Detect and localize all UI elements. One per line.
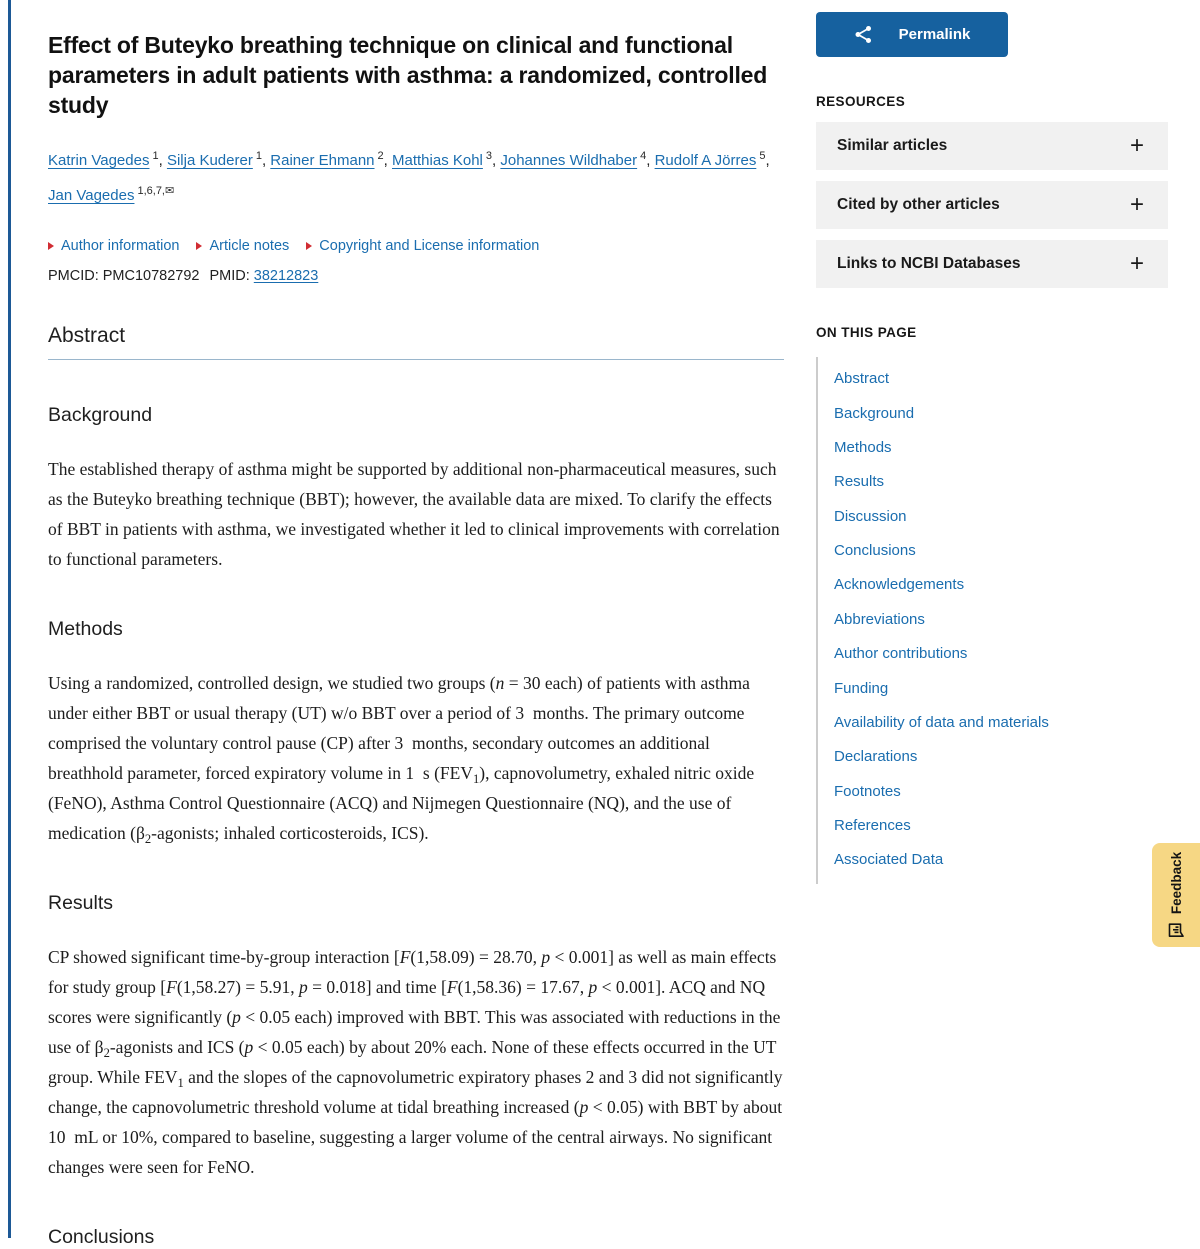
pmid-link[interactable]: 38212823 bbox=[253, 268, 319, 284]
nav-item-background[interactable]: Background bbox=[834, 404, 915, 422]
author bbox=[48, 152, 167, 169]
article-meta-links bbox=[48, 238, 784, 254]
accordion-ncbi-links[interactable]: Links to NCBI Databases + bbox=[816, 240, 1168, 288]
methods-heading: Methods bbox=[48, 618, 123, 640]
nav-item-methods[interactable]: Methods bbox=[834, 438, 892, 456]
author-affiliation-sup: 5 bbox=[759, 150, 766, 162]
author-list bbox=[48, 141, 784, 211]
author-separator: , bbox=[492, 152, 501, 169]
nav-item-availability[interactable]: Availability of data and materials bbox=[834, 713, 1049, 731]
background-paragraph: The established therapy of asthma might be supported by additional non-pharmaceutical measures, such as the Buteyko breathing technique (BBT); however, the available data are mixed. To clarify the effects of BBT in patients with asthma, we investigated whether it led to clinical improvements with correlation to functional parameters. bbox=[48, 459, 780, 569]
resources-heading: RESOURCES bbox=[816, 94, 906, 109]
methods-paragraph: Using a randomized, controlled design, we studied two groups (n = 30 each) of patients with asthma under either BBT or usual therapy (UT) w/o BBT over a period of 3 months. The primary outcome comprised the voluntary control pause (CP) after 3 months, secondary outcomes an additional breathhold parameter, forced expiratory volume in 1 s $(FEV_1)$, capnovolumetry, exhaled nitric oxide (FeNO), Asthma Control Questionnaire (ACQ) and Nijmegen Questionnaire (NQ), and the use of medication ($\beta_2$-agonists; inhaled corticosteroids, ICS). bbox=[48, 673, 755, 846]
author-information-link[interactable]: Author information bbox=[48, 238, 179, 254]
nav-item-associated-data[interactable]: Associated Data bbox=[834, 851, 944, 869]
on-this-page-nav bbox=[816, 357, 1168, 884]
nav-item-references[interactable]: References bbox=[834, 817, 911, 835]
author bbox=[655, 152, 770, 169]
copyright-license-link[interactable]: Copyright and License information bbox=[306, 238, 539, 254]
nav-item-footnotes[interactable]: Footnotes bbox=[834, 782, 901, 800]
author bbox=[167, 152, 270, 169]
author bbox=[500, 152, 654, 169]
feedback-survey-icon bbox=[1168, 922, 1184, 938]
author bbox=[48, 187, 174, 204]
feedback-button[interactable] bbox=[1152, 843, 1200, 947]
article-notes-link[interactable]: Article notes bbox=[196, 238, 289, 254]
right-sidebar bbox=[816, 0, 1168, 884]
permalink-button[interactable] bbox=[816, 12, 1008, 57]
plus-icon: + bbox=[1129, 132, 1144, 159]
nav-item-results[interactable]: Results bbox=[834, 473, 885, 491]
share-icon bbox=[854, 25, 873, 44]
nav-item-discussion[interactable]: Discussion bbox=[834, 507, 907, 525]
author-affiliation-sup: 3 bbox=[485, 150, 493, 162]
author-affiliation-sup: 1 bbox=[255, 150, 262, 162]
author-link[interactable]: Jan Vagedes bbox=[48, 187, 135, 204]
article-identifiers bbox=[48, 268, 784, 284]
author-link[interactable]: Silja Kuderer bbox=[166, 152, 253, 169]
nav-item-conclusions[interactable]: Conclusions bbox=[834, 542, 916, 560]
author-link[interactable]: Johannes Wildhaber bbox=[500, 152, 638, 169]
background-heading: Background bbox=[48, 404, 153, 426]
author bbox=[270, 152, 392, 169]
nav-item-author-contributions[interactable]: Author contributions bbox=[834, 645, 968, 663]
author-separator: , bbox=[158, 152, 167, 169]
author-separator: , bbox=[261, 152, 271, 169]
permalink-label: Permalink bbox=[898, 26, 971, 43]
plus-icon: + bbox=[1129, 250, 1144, 277]
author bbox=[392, 152, 500, 169]
author-link[interactable]: Matthias Kohl bbox=[392, 152, 483, 169]
article-main-column bbox=[48, 0, 784, 1249]
feedback-label: Feedback bbox=[1168, 851, 1184, 915]
accordion-similar-articles[interactable]: Similar articles + bbox=[816, 122, 1168, 170]
pmcid-label: PMCID: bbox=[48, 268, 99, 284]
pmid-label: PMID: bbox=[209, 268, 250, 284]
nav-item-declarations[interactable]: Declarations bbox=[834, 748, 918, 766]
results-paragraph: CP showed significant time-by-group interaction [F(1,58.09) = 28.70, p < 0.001] as well as main effects for study group [F(1,58.27) = 5.91, p = 0.018] and time [F(1,58.36) = 17.67, p < 0.001]. ACQ and NQ scores were significantly (p < 0.05 each) improved with BBT. This was associated with reductions in the use of $\beta_2$-agonists and ICS (p < 0.05 each) by about 20% each. None of these effects occurred in the UT group. While $FEV_1$ and the slopes of the capnovolumetric expiratory phases 2 and 3 did not significantly change, the capnovolumetric threshold volume at tidal breathing increased (p < 0.05) with BBT by about 10 mL or 10%, compared to baseline, suggesting a larger volume of the central airways. No significant changes were seen for FeNO. bbox=[48, 947, 783, 1177]
author-separator: , bbox=[765, 152, 770, 169]
nav-item-abstract[interactable]: Abstract bbox=[834, 370, 890, 388]
author-link[interactable]: Rudolf A Jörres bbox=[654, 152, 757, 169]
author-link[interactable]: Rainer Ehmann bbox=[270, 152, 375, 169]
disclosure-triangle-icon bbox=[196, 242, 202, 250]
on-this-page-heading: ON THIS PAGE bbox=[816, 325, 917, 340]
author-affiliation-sup: 2 bbox=[377, 150, 384, 162]
author-affiliation-sup: 4 bbox=[640, 150, 647, 162]
page-left-accent-bar bbox=[8, 0, 11, 1238]
nav-item-funding[interactable]: Funding bbox=[834, 679, 889, 697]
resources-accordions bbox=[816, 122, 1168, 288]
nav-item-abbreviations[interactable]: Abbreviations bbox=[834, 610, 925, 628]
author-separator: , bbox=[383, 152, 392, 169]
article-title: Effect of Buteyko breathing technique on clinical and functional parameters in adult patients with asthma: a randomized, controlled study bbox=[48, 32, 768, 118]
disclosure-triangle-icon bbox=[48, 242, 54, 250]
author-link[interactable]: Katrin Vagedes bbox=[48, 152, 150, 169]
author-affiliation-sup: 1 bbox=[152, 150, 159, 162]
conclusions-heading: Conclusions bbox=[48, 1226, 155, 1248]
author-affiliation-sup: 1,6,7,✉ bbox=[137, 185, 175, 197]
accordion-cited-by[interactable]: Cited by other articles + bbox=[816, 181, 1168, 229]
disclosure-triangle-icon bbox=[306, 242, 312, 250]
plus-icon: + bbox=[1129, 191, 1144, 218]
results-heading: Results bbox=[48, 892, 114, 914]
pmcid-value: PMC10782792 bbox=[102, 268, 200, 284]
author-separator: , bbox=[646, 152, 655, 169]
nav-item-acknowledgements[interactable]: Acknowledgements bbox=[834, 576, 965, 594]
abstract-heading: Abstract bbox=[48, 324, 784, 360]
